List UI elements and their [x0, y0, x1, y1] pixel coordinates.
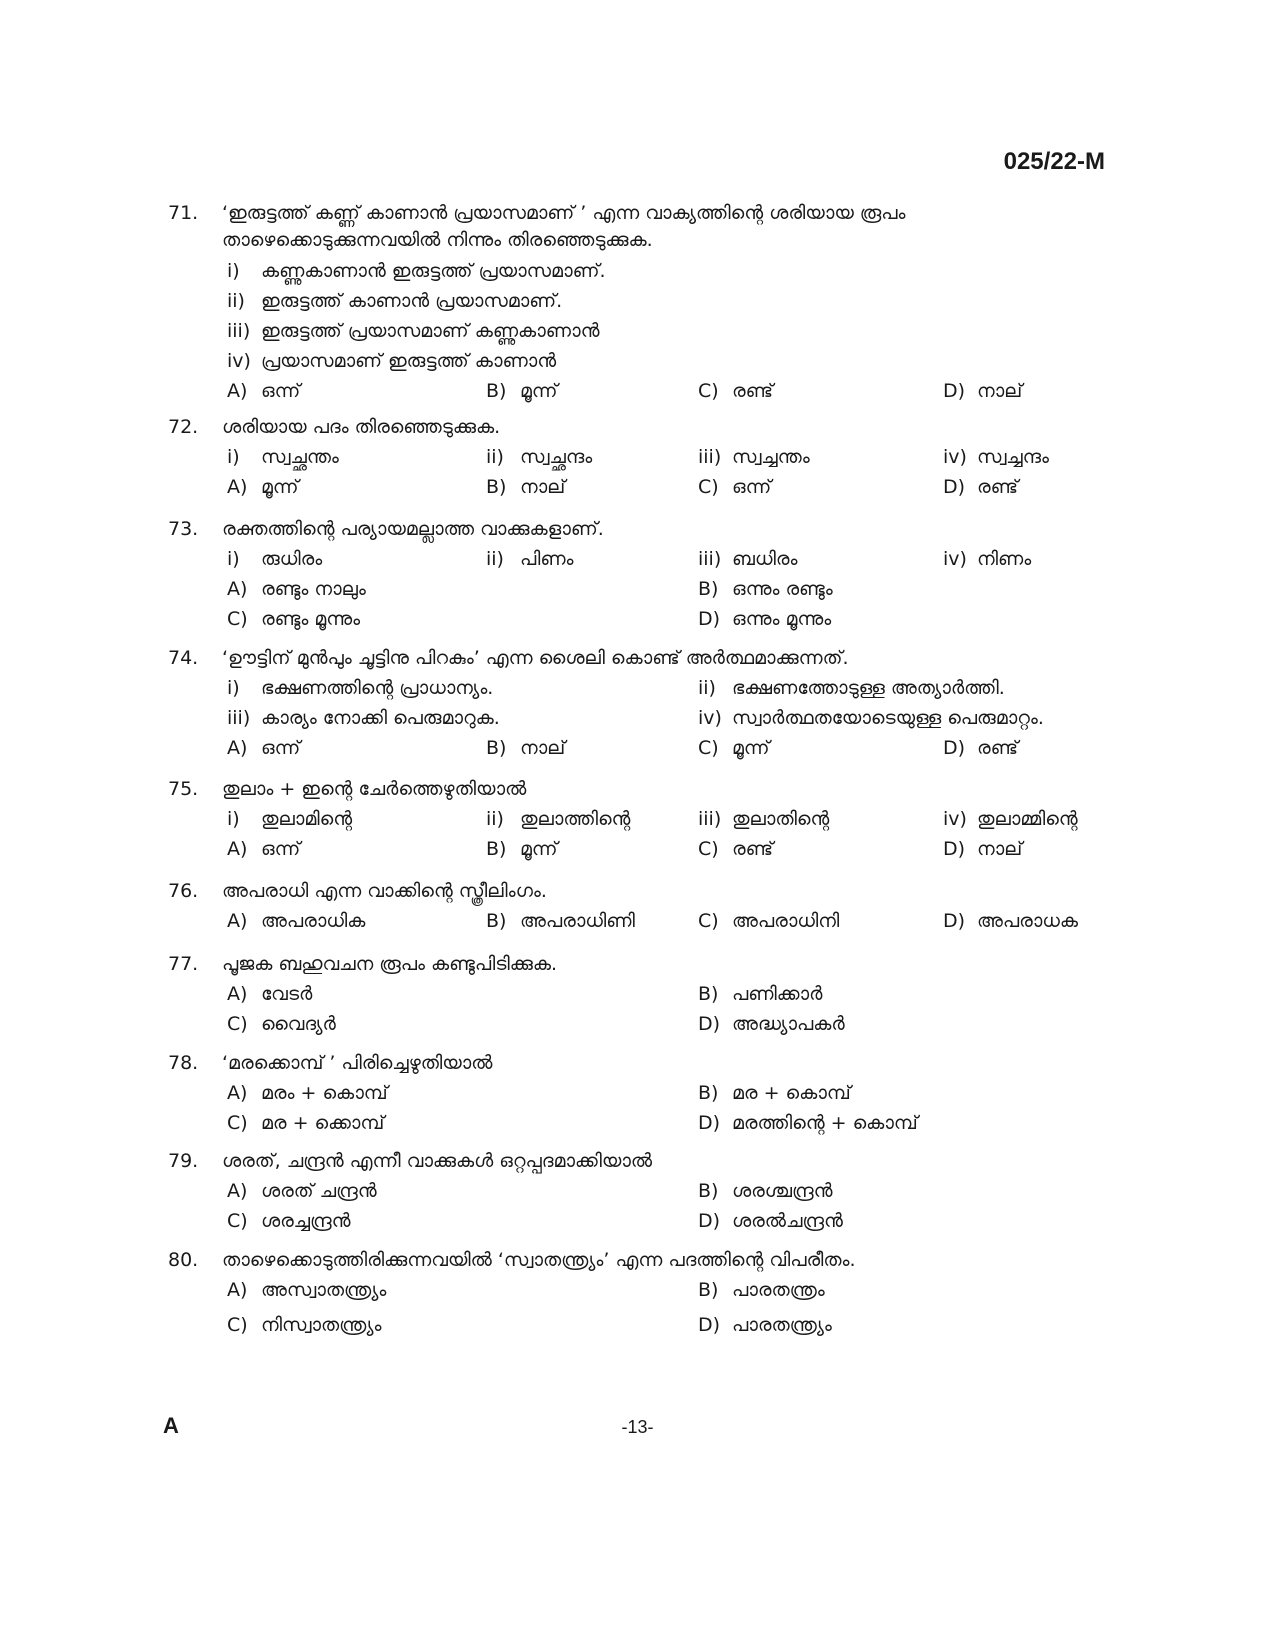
option-label: C): [698, 476, 719, 498]
question-stem: [168, 198, 1118, 228]
option-a[interactable]: [227, 472, 299, 502]
statement-text: കാര്യം നോക്കി പെരുമാറുക.: [261, 707, 500, 729]
option-text: ശരത് ചന്ദ്രൻ: [261, 1180, 377, 1202]
option-text: ഒന്നും രണ്ടും: [732, 578, 833, 600]
statement-item: [698, 442, 810, 472]
answer-options: [168, 1275, 1118, 1305]
stem-line: ‘ഊട്ടിന് മുൻപും ചൂട്ടിനു പിറകും’ എന്ന ശൈലി കൊണ്ട് അർത്ഥമാക്കുന്നത്.: [222, 647, 849, 669]
statement-text: പിണം: [520, 548, 574, 570]
stem-line: ശരിയായ പദം തിരഞ്ഞെടുക്കുക.: [222, 416, 501, 438]
option-c[interactable]: [227, 1206, 351, 1236]
option-text: നാല്: [520, 737, 566, 759]
option-label: C): [698, 737, 719, 759]
statement-text: ഇരുട്ടത്ത് കാണാൻ പ്രയാസമാണ്.: [261, 290, 563, 312]
option-label: A): [227, 578, 248, 600]
option-label: D): [943, 476, 966, 498]
question-72: [168, 412, 1118, 502]
option-label: B): [698, 578, 719, 600]
stem-line: പൂജക ബഹുവചന രൂപം കണ്ടുപിടിക്കുക.: [222, 953, 558, 975]
option-text: നാല്: [977, 380, 1023, 402]
question-stem: [168, 1146, 1118, 1176]
option-b[interactable]: [486, 376, 558, 406]
stem-line: തുലാം + ഇന്റെ ചേർത്തെഴുതിയാൽ: [222, 778, 527, 800]
option-a[interactable]: [227, 376, 300, 406]
option-label: A): [227, 838, 248, 860]
option-label: C): [698, 838, 719, 860]
statement-item: [227, 256, 606, 286]
option-label: A): [227, 380, 248, 402]
option-text: മര + ക്കൊമ്പ്: [261, 1112, 385, 1134]
question-stem: [168, 774, 1118, 804]
option-c[interactable]: [227, 1310, 381, 1340]
option-text: രണ്ടും നാലും: [261, 578, 366, 600]
question-74: [168, 643, 1118, 763]
question-stem: [168, 412, 1118, 442]
option-text: മൂന്ന്: [732, 737, 770, 759]
statement-text: തുലാതിന്റെ: [732, 808, 830, 830]
statement-text: നിണം: [977, 548, 1032, 570]
statement-row: [168, 346, 1118, 376]
statement-label: ii): [486, 446, 504, 468]
option-label: B): [698, 1082, 719, 1104]
option-label: C): [227, 1210, 248, 1232]
statement-row: [168, 316, 1118, 346]
answer-options: [168, 472, 1118, 502]
statement-item: [486, 544, 574, 574]
option-label: B): [698, 1180, 719, 1202]
option-text: ശരച്ചന്ദ്രൻ: [261, 1210, 351, 1232]
option-text: മരം + കൊമ്പ്: [261, 1082, 388, 1104]
option-text: അദ്ധ്യാപകർ: [732, 1013, 845, 1035]
question-number: 76.: [168, 880, 199, 902]
statement-label: iii): [698, 808, 722, 830]
option-label: D): [943, 838, 966, 860]
option-text: അപരാധിനി: [732, 910, 840, 932]
statement-text: ഭക്ഷണത്തോടുള്ള അത്യാർത്തി.: [732, 677, 1005, 699]
option-label: B): [486, 380, 507, 402]
statement-label: ii): [698, 677, 716, 699]
option-a[interactable]: [227, 906, 365, 936]
option-text: രണ്ട്: [977, 737, 1019, 759]
statement-text: തുലാത്തിന്റെ: [520, 808, 631, 830]
option-a[interactable]: [227, 1176, 377, 1206]
statement-label: iv): [943, 808, 967, 830]
statement-item: [227, 316, 599, 346]
option-label: B): [486, 476, 507, 498]
option-a[interactable]: [227, 1078, 388, 1108]
answer-options: [168, 906, 1118, 936]
option-text: അപരാധിക: [261, 910, 366, 932]
statement-text: സ്വച്ഛന്തം: [261, 446, 339, 468]
statement-label: i): [227, 260, 240, 282]
option-text: മരത്തിന്റെ + കൊമ്പ്: [732, 1112, 918, 1134]
question-number: 71.: [168, 202, 199, 224]
statement-row: [168, 703, 1118, 733]
statement-item: [943, 544, 1031, 574]
option-label: D): [698, 608, 721, 630]
stem-line: അപരാധി എന്ന വാക്കിന്റെ സ്ത്രീലിംഗം.: [222, 880, 547, 902]
answer-options: [168, 1206, 1118, 1236]
stem-line: രക്തത്തിന്റെ പര്യായമല്ലാത്ത വാക്കുകളാണ്.: [222, 518, 604, 540]
question-77: [168, 949, 1118, 1039]
option-c[interactable]: [698, 472, 771, 502]
question-75: [168, 774, 1118, 864]
statement-row: [168, 442, 1118, 472]
statement-text: പ്രയാസമാണ് ഇരുട്ടത്ത് കാണാൻ: [261, 350, 557, 372]
statement-text: ഇരുട്ടത്ത് പ്രയാസമാണ് കണ്ണുകാണാൻ: [261, 320, 600, 342]
option-text: ഒന്ന്: [261, 737, 301, 759]
statement-text: സ്വച്ചന്ദം: [977, 446, 1050, 468]
statement-text: സ്വാർത്ഥതയോടെയുള്ള പെരുമാറ്റം.: [732, 707, 1044, 729]
statement-label: iv): [943, 548, 967, 570]
option-b[interactable]: [486, 472, 565, 502]
statement-label: iv): [943, 446, 967, 468]
question-stem: [168, 643, 1118, 673]
option-label: A): [227, 1082, 248, 1104]
question-stem: [168, 876, 1118, 906]
statement-item: [227, 346, 556, 376]
option-text: മൂന്ന്: [520, 838, 558, 860]
statement-item: [486, 804, 630, 834]
option-label: D): [943, 737, 966, 759]
paper-code: 025/22-M: [1003, 148, 1105, 175]
answer-options: [168, 1176, 1118, 1206]
option-label: D): [698, 1210, 721, 1232]
option-text: നാല്: [977, 838, 1023, 860]
option-label: D): [943, 910, 966, 932]
option-b[interactable]: [698, 1275, 825, 1305]
option-b[interactable]: [486, 733, 565, 763]
answer-options: [168, 834, 1118, 864]
option-label: C): [227, 608, 248, 630]
option-d[interactable]: [943, 733, 1018, 763]
stem-line: ശരത്, ചന്ദ്രൻ എന്നീ വാക്കുകൾ ഒറ്റപ്പദമാക്കിയാൽ: [222, 1150, 653, 1172]
statement-item: [486, 442, 592, 472]
statement-item: [227, 703, 500, 733]
statement-label: iv): [698, 707, 722, 729]
statement-row: [168, 673, 1118, 703]
statement-text: ഭക്ഷണത്തിന്റെ പ്രാധാന്യം.: [261, 677, 494, 699]
question-78: [168, 1048, 1118, 1138]
option-label: A): [227, 476, 248, 498]
statement-label: ii): [227, 290, 245, 312]
option-c[interactable]: [698, 834, 773, 864]
question-80: [168, 1245, 1118, 1340]
question-stem-line-2: [168, 228, 1118, 256]
option-label: C): [698, 910, 719, 932]
statement-text: രുധിരം: [261, 548, 323, 570]
option-d[interactable]: [698, 1206, 843, 1236]
statement-text: ബധിരം: [732, 548, 798, 570]
stem-line: ‘ഇരുട്ടത്ത് കണ്ണ് കാണാൻ പ്രയാസമാണ് ’ എന്ന വാക്യത്തിന്റെ ശരിയായ രൂപം: [222, 202, 906, 224]
question-stem: [168, 514, 1118, 544]
option-label: A): [227, 737, 248, 759]
option-b[interactable]: [698, 574, 833, 604]
statement-label: iii): [227, 707, 251, 729]
stem-line: താഴെക്കൊടുത്തിരിക്കുന്നവയിൽ ‘സ്വാതന്ത്ര്യം’ എന്ന പദത്തിന്റെ വിപരീതം.: [222, 1249, 856, 1271]
option-c[interactable]: [227, 1009, 336, 1039]
option-label: D): [943, 380, 966, 402]
statement-row: [168, 286, 1118, 316]
option-a[interactable]: [227, 979, 312, 1009]
question-71: [168, 198, 1118, 406]
question-number: 80.: [168, 1249, 199, 1271]
statement-label: iv): [227, 350, 251, 372]
question-stem: [168, 949, 1118, 979]
option-text: ശരൽചന്ദ്രൻ: [732, 1210, 843, 1232]
answer-options: [168, 1009, 1118, 1039]
option-label: B): [698, 1279, 719, 1301]
statement-label: i): [227, 548, 240, 570]
statement-row: [168, 804, 1118, 834]
statement-text: തുലാമിന്റെ: [261, 808, 353, 830]
option-d[interactable]: [698, 1009, 845, 1039]
question-number: 75.: [168, 778, 199, 800]
statement-text: കണ്ണുകാണാൻ ഇരുട്ടത്ത് പ്രയാസമാണ്.: [261, 260, 606, 282]
question-73: [168, 514, 1118, 634]
statement-label: i): [227, 446, 240, 468]
question-number: 77.: [168, 953, 199, 975]
statement-item: [698, 804, 829, 834]
statement-item: [698, 544, 797, 574]
option-c[interactable]: [227, 604, 360, 634]
option-d[interactable]: [943, 376, 1022, 406]
option-text: ഒന്ന്: [261, 380, 301, 402]
statement-row: [168, 256, 1118, 286]
option-label: C): [698, 380, 719, 402]
option-b[interactable]: [698, 1078, 851, 1108]
option-b[interactable]: [486, 906, 635, 936]
answer-options: [168, 1108, 1118, 1138]
question-number: 78.: [168, 1052, 199, 1074]
option-a[interactable]: [227, 574, 366, 604]
option-d[interactable]: [943, 834, 1022, 864]
option-c[interactable]: [698, 733, 770, 763]
option-c[interactable]: [227, 1108, 384, 1138]
option-text: രണ്ട്: [977, 476, 1019, 498]
option-text: വൈദ്യർ: [261, 1013, 336, 1035]
option-d[interactable]: [698, 604, 831, 634]
option-label: D): [698, 1013, 721, 1035]
option-label: D): [698, 1112, 721, 1134]
option-d[interactable]: [943, 472, 1018, 502]
statement-label: ii): [486, 548, 504, 570]
option-label: C): [227, 1112, 248, 1134]
statement-text: സ്വച്ചന്തം: [732, 446, 810, 468]
option-text: ഒന്ന്: [261, 838, 301, 860]
option-text: നാല്: [520, 476, 566, 498]
statement-item: [698, 703, 1044, 733]
option-text: പാരതന്ത്ര്യം: [732, 1314, 832, 1336]
option-label: A): [227, 983, 248, 1005]
stem-line: താഴെക്കൊടുക്കുന്നവയിൽ നിന്നും തിരഞ്ഞെടുക്കുക.: [222, 229, 653, 251]
option-label: B): [486, 910, 507, 932]
option-text: മര + കൊമ്പ്: [732, 1082, 851, 1104]
option-b[interactable]: [698, 1176, 833, 1206]
option-text: അസ്വാതന്ത്ര്യം: [261, 1279, 387, 1301]
option-a[interactable]: [227, 834, 300, 864]
option-text: മൂന്ന്: [520, 380, 558, 402]
statement-label: iii): [698, 446, 722, 468]
option-b[interactable]: [486, 834, 558, 864]
option-label: B): [486, 737, 507, 759]
statement-label: i): [227, 808, 240, 830]
answer-options: [168, 1078, 1118, 1108]
answer-options: [168, 1310, 1118, 1340]
answer-options: [168, 733, 1118, 763]
option-label: B): [486, 838, 507, 860]
statement-label: ii): [486, 808, 504, 830]
statement-item: [943, 442, 1049, 472]
option-b[interactable]: [698, 979, 822, 1009]
question-stem: [168, 1245, 1118, 1275]
option-text: നിസ്വാതന്ത്ര്യം: [261, 1314, 382, 1336]
option-d[interactable]: [698, 1310, 832, 1340]
statement-label: i): [227, 677, 240, 699]
statement-row: [168, 544, 1118, 574]
statement-label: iii): [227, 320, 251, 342]
question-stem: [168, 1048, 1118, 1078]
question-number: 72.: [168, 416, 199, 438]
question-number: 79.: [168, 1150, 199, 1172]
statement-text: സ്വച്ഛന്ദം: [520, 446, 593, 468]
option-label: A): [227, 1180, 248, 1202]
option-label: C): [227, 1013, 248, 1035]
option-a[interactable]: [227, 733, 300, 763]
option-label: C): [227, 1314, 248, 1336]
option-text: ഒന്ന്: [732, 476, 772, 498]
question-number: 73.: [168, 518, 199, 540]
question-79: [168, 1146, 1118, 1236]
option-text: അപരാധിണി: [520, 910, 635, 932]
statement-item: [227, 544, 322, 574]
statement-item: [227, 442, 339, 472]
page-number: -13-: [621, 1417, 654, 1437]
option-c[interactable]: [698, 376, 773, 406]
answer-options: [168, 604, 1118, 634]
option-label: B): [698, 983, 719, 1005]
option-label: A): [227, 910, 248, 932]
option-a[interactable]: [227, 1275, 386, 1305]
answer-options: [168, 574, 1118, 604]
stem-line: ‘മരക്കൊമ്പ് ’ പിരിച്ചെഴുതിയാൽ: [222, 1052, 493, 1074]
question-76: [168, 876, 1118, 936]
statement-item: [227, 673, 493, 703]
option-label: A): [227, 1279, 248, 1301]
statement-text: തുലാമ്മിന്റെ: [977, 808, 1078, 830]
option-label: D): [698, 1314, 721, 1336]
option-text: ഒന്നും മൂന്നും: [732, 608, 832, 630]
option-text: രണ്ടും മൂന്നും: [261, 608, 361, 630]
option-text: പണിക്കാർ: [732, 983, 823, 1005]
answer-options: [168, 979, 1118, 1009]
answer-options: [168, 376, 1118, 406]
statement-item: [698, 673, 1005, 703]
question-set-label: A: [163, 1413, 179, 1438]
option-text: രണ്ട്: [732, 838, 774, 860]
option-d[interactable]: [943, 906, 1078, 936]
statement-item: [227, 286, 562, 316]
option-text: രണ്ട്: [732, 380, 774, 402]
option-text: വേടർ: [261, 983, 313, 1005]
statement-label: iii): [698, 548, 722, 570]
option-text: അപരാധക: [977, 910, 1079, 932]
option-text: പാരതന്ത്രം: [732, 1279, 825, 1301]
option-text: മൂന്ന്: [261, 476, 299, 498]
option-c[interactable]: [698, 906, 839, 936]
question-number: 74.: [168, 647, 199, 669]
option-d[interactable]: [698, 1108, 918, 1138]
statement-item: [227, 804, 352, 834]
option-text: ശരശ്ചന്ദ്രൻ: [732, 1180, 833, 1202]
statement-item: [943, 804, 1078, 834]
